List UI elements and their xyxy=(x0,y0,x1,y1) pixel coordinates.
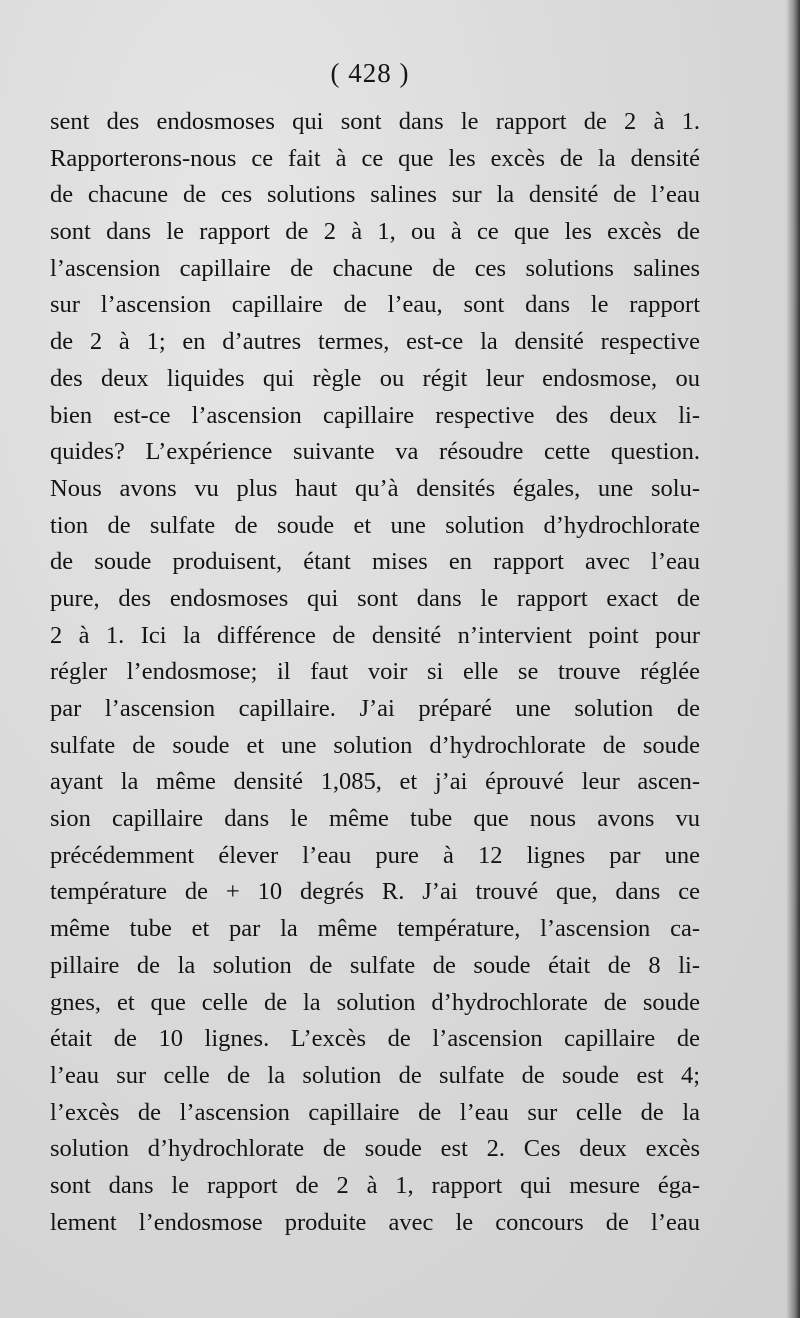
text-line: de 2 à 1; en d’autres termes, est-ce la densité respective xyxy=(50,328,700,356)
text-line: précédemment élever l’eau pure à 12 lignes par une xyxy=(50,841,700,869)
text-line: ayant la même densité 1,085, et j’ai éprouvé leur ascen- xyxy=(50,768,700,796)
page-number: ( 428 ) xyxy=(330,58,410,88)
text-line: par l’ascension capillaire. J’ai préparé une solution de xyxy=(50,695,700,722)
text-line: l’eau sur celle de la solution de sulfate de soude est 4; xyxy=(50,1061,700,1089)
text-line: Nous avons vu plus haut qu’à densités égales, une solu- xyxy=(50,474,700,502)
text-line: gnes, et que celle de la solution d’hydrochlorate de soude xyxy=(50,988,700,1016)
text-line: de chacune de ces solutions salines sur la densité de l’eau xyxy=(50,181,700,209)
text-line: tion de sulfate de soude et une solution d’hydrochlorate xyxy=(50,511,700,539)
text-line: sent des endosmoses qui sont dans le rapport de 2 à 1. xyxy=(50,108,700,135)
text-line: quides? L’expérience suivante va résoudre cette question. xyxy=(50,438,700,466)
text-line: l’ascension capillaire de chacune de ces solutions salines xyxy=(50,254,700,282)
text-line: lement l’endosmose produite avec le concours de l’eau xyxy=(50,1208,700,1236)
text-line: sont dans le rapport de 2 à 1, ou à ce que les excès de xyxy=(50,218,700,246)
text-line: pure, des endosmoses qui sont dans le rapport exact de xyxy=(50,584,700,612)
text-line: bien est-ce l’ascension capillaire respective des deux li- xyxy=(50,401,700,429)
text-line: même tube et par la même température, l’ascension ca- xyxy=(50,915,700,943)
text-line: 2 à 1. Ici la différence de densité n’intervient point pour xyxy=(50,621,700,649)
text-line: sulfate de soude et une solution d’hydrochlorate de soude xyxy=(50,731,700,759)
text-line: température de + 10 degrés R. J’ai trouvé que, dans ce xyxy=(50,878,700,906)
body-text xyxy=(50,104,700,1241)
text-line: l’excès de l’ascension capillaire de l’eau sur celle de la xyxy=(50,1098,700,1126)
text-line: pillaire de la solution de sulfate de soude était de 8 li- xyxy=(50,951,700,979)
text-line: régler l’endosmose; il faut voir si elle se trouve réglée xyxy=(50,658,700,686)
text-line: de soude produisent, étant mises en rapport avec l’eau xyxy=(50,548,700,576)
text-line: sont dans le rapport de 2 à 1, rapport qui mesure éga- xyxy=(50,1171,700,1199)
text-line: sur l’ascension capillaire de l’eau, sont dans le rapport xyxy=(50,291,700,319)
text-line: était de 10 lignes. L’excès de l’ascension capillaire de xyxy=(50,1025,700,1053)
text-line: solution d’hydrochlorate de soude est 2. Ces deux excès xyxy=(50,1135,700,1163)
text-line: sion capillaire dans le même tube que nous avons vu xyxy=(50,805,700,833)
text-line: Rapporterons-nous ce fait à ce que les excès de la densité xyxy=(50,144,700,172)
text-line: des deux liquides qui règle ou régit leur endosmose, ou xyxy=(50,364,700,392)
